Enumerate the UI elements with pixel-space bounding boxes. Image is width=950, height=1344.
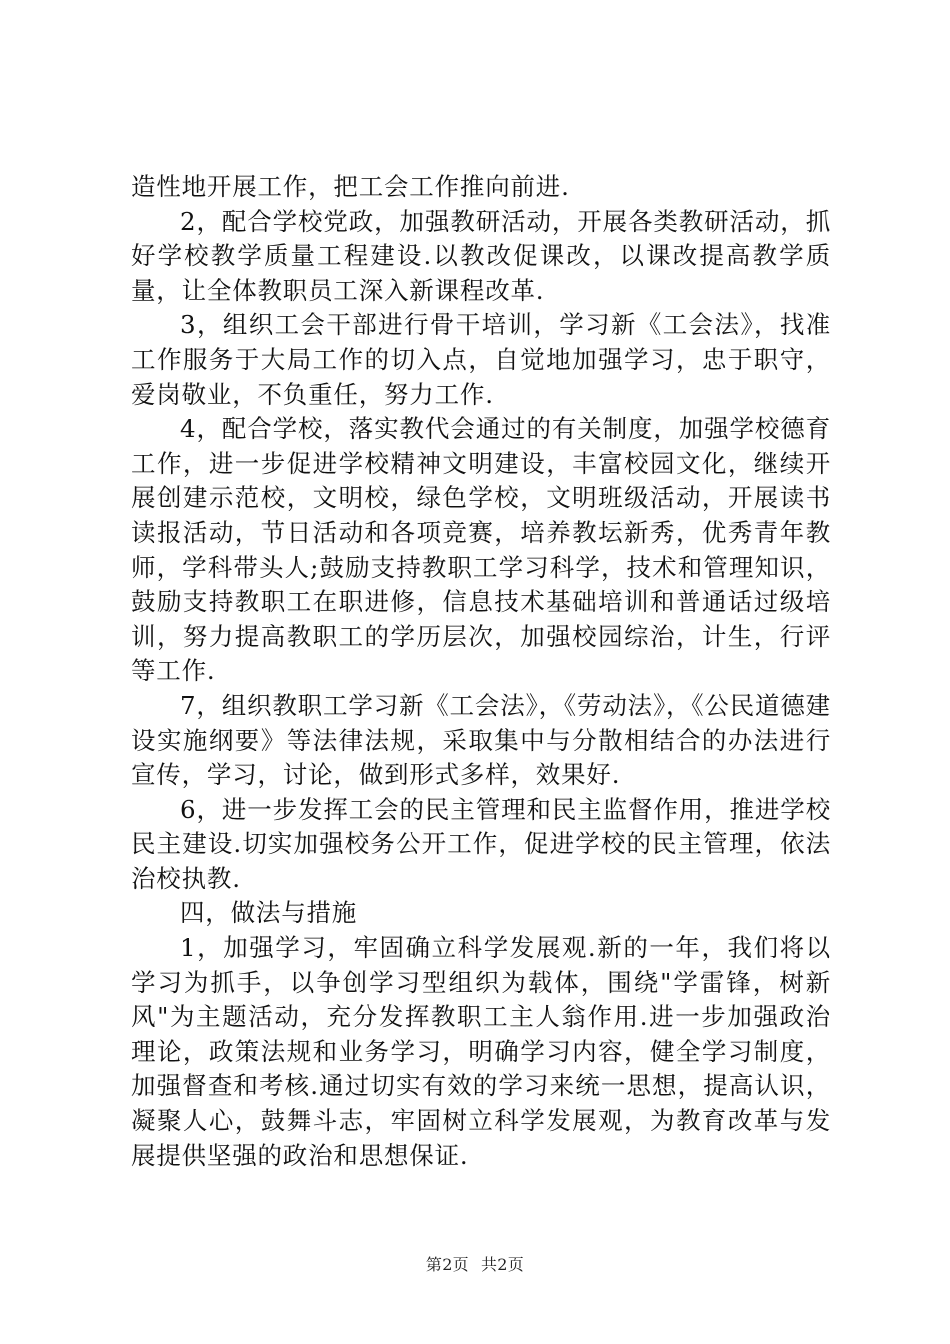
paragraph-item-6: 6，进一步发挥工会的民主管理和民主监督作用，推进学校民主建设.切实加强校务公开工作，促进学校的民主管理，依法治校执教. [131, 794, 831, 893]
paragraph-item-2: 2，配合学校党政，加强教研活动，开展各类教研活动，抓好学校教学质量工程建设.以教改促课改，以课改提高教学质量，让全体教职员工深入新课程改革. [131, 206, 831, 305]
document-body [131, 170, 831, 1173]
page-total: 共2页 [481, 1255, 525, 1274]
section-heading-measures: 四，做法与措施 [180, 898, 358, 928]
paragraph-item-3: 3，组织工会干部进行骨干培训，学习新《工会法》，找准工作服务于大局工作的切入点，自觉地加强学习，忠于职守，爱岗敬业，不负重任，努力工作. [131, 310, 831, 409]
page-number: 第2页 [425, 1255, 469, 1274]
paragraph-item-4: 4，配合学校，落实教代会通过的有关制度，加强学校德育工作，进一步促进学校精神文明建设，丰富校园文化，继续开展创建示范校，文明校，绿色学校，文明班级活动，开展读书读报活动，节日活动和各项竞赛，培养教坛新秀，优秀青年教师，学科带头人;鼓励支持教职工学习科学，技术和管理知识，鼓励支持教职工在职进修，信息技术基础培训和普通话过级培训，努力提高教职工的学历层次，加强校园综治，计生，行评等工作. [131, 414, 831, 686]
paragraph-item-7: 7，组织教职工学习新《工会法》，《劳动法》，《公民道德建设实施纲要》等法律法规，采取集中与分散相结合的办法进行宣传，学习，讨论，做到形式多样，效果好. [131, 690, 831, 790]
paragraph-continuation: 造性地开展工作，把工会工作推向前进. [131, 172, 570, 201]
paragraph-measure-1: 1，加强学习，牢固确立科学发展观.新的一年，我们将以学习为抓手，以争创学习型组织为载体，围绕"学雷锋，树新风"为主题活动，充分发挥教职工主人翁作用.进一步加强政治理论，政策法规和业务学习，明确学习内容，健全学习制度，加强督查和考核.通过切实有效的学习来统一思想，提高认识，凝聚人心，鼓舞斗志，牢固树立科学发展观，为教育改革与发展提供坚强的政治和思想保证. [131, 933, 831, 1170]
page-footer [0, 1255, 950, 1275]
